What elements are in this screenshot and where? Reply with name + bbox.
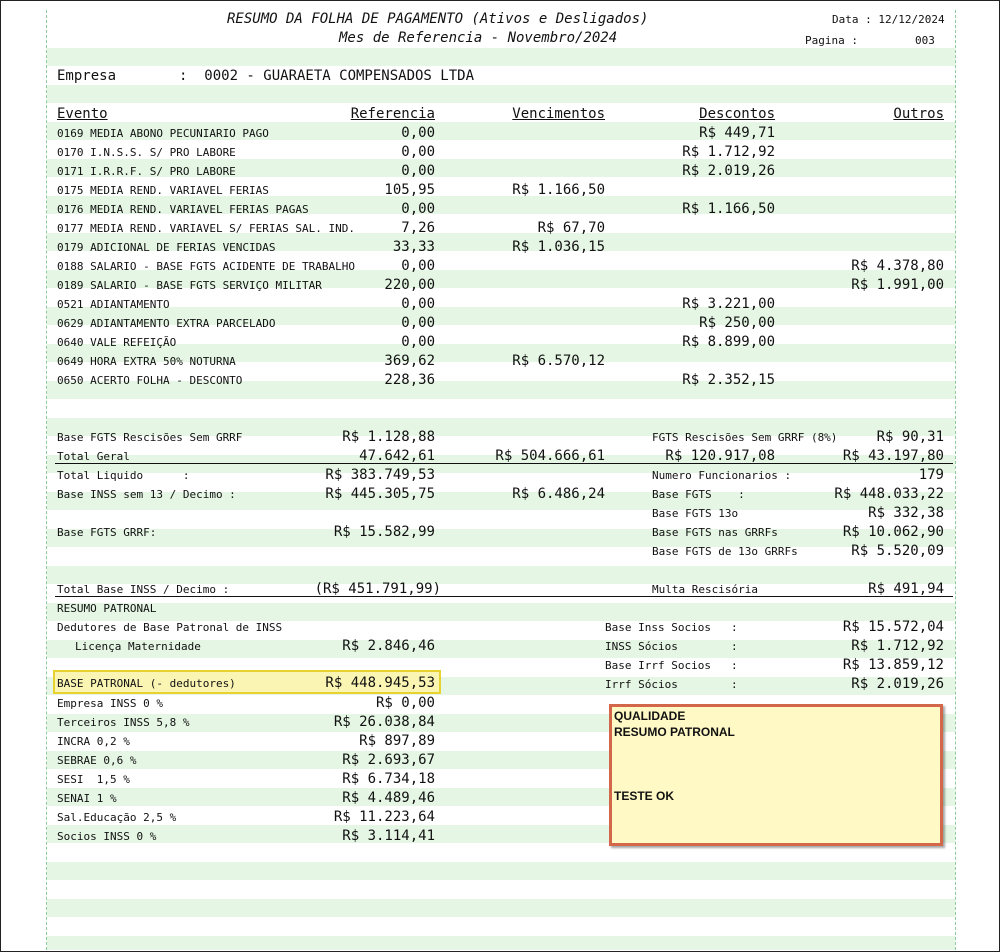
patronal-item-value: R$ 11.223,64 bbox=[333, 809, 435, 825]
event-referencia: 0,00 bbox=[401, 201, 435, 217]
event-descontos: R$ 449,71 bbox=[699, 125, 775, 141]
total-base-inss-label: Total Base INSS / Decimo : bbox=[57, 583, 230, 596]
total-geral-vencimentos: R$ 504.666,61 bbox=[495, 448, 605, 464]
patronal-item-label: SESI 1,5 % bbox=[57, 773, 130, 786]
socios-label: Base Inss Socios bbox=[605, 621, 711, 634]
event-name: 0521 ADIANTAMENTO bbox=[57, 298, 170, 311]
fgts-resc-8-value: R$ 90,31 bbox=[876, 429, 944, 445]
event-referencia: 369,62 bbox=[384, 353, 435, 369]
event-name: 0176 MEDIA REND. VARIAVEL FERIAS PAGAS bbox=[57, 203, 309, 216]
patronal-item-value: R$ 26.038,84 bbox=[333, 714, 435, 730]
note-line-2: RESUMO PATRONAL bbox=[614, 725, 735, 739]
num-func-value: 179 bbox=[918, 467, 944, 483]
patronal-item-label: SENAI 1 % bbox=[57, 792, 117, 805]
multa-value: R$ 491,94 bbox=[868, 581, 944, 597]
patronal-divider bbox=[55, 596, 953, 597]
total-base-inss-value: (R$ 451.791,99) bbox=[314, 581, 441, 597]
base-fgts-grrfs-value: R$ 10.062,90 bbox=[842, 524, 944, 540]
note-line-3: TESTE OK bbox=[614, 789, 675, 803]
base-fgts-13-value: R$ 332,38 bbox=[868, 505, 944, 521]
event-referencia: 228,36 bbox=[384, 372, 435, 388]
paper-stripe bbox=[47, 85, 955, 103]
event-name: 0171 I.R.R.F. S/ PRO LABORE bbox=[57, 165, 236, 178]
page-number: 003 bbox=[915, 34, 935, 47]
col-descontos-header: Descontos bbox=[699, 106, 775, 122]
patronal-item-label: Terceiros INSS 5,8 % bbox=[57, 716, 190, 729]
socios-label: Base Irrf Socios bbox=[605, 659, 711, 672]
patronal-item-label: Sal.Educação 2,5 % bbox=[57, 811, 177, 824]
patronal-item-value: R$ 6.734,18 bbox=[342, 771, 435, 787]
total-geral-outros: R$ 43.197,80 bbox=[842, 448, 944, 464]
patronal-item-label: Empresa INSS 0 % bbox=[57, 697, 163, 710]
event-name: 0650 ACERTO FOLHA - DESCONTO bbox=[57, 374, 243, 387]
report-page bbox=[46, 10, 956, 950]
page-label: Pagina : bbox=[805, 34, 858, 47]
base-fgts-resc-label: Base FGTS Rescisões Sem GRRF bbox=[57, 431, 243, 444]
licenca-label: Licença Maternidade bbox=[75, 640, 201, 653]
event-descontos: R$ 1.166,50 bbox=[682, 201, 775, 217]
event-referencia: 0,00 bbox=[401, 334, 435, 350]
report-date: Data : 12/12/2024 bbox=[832, 13, 945, 26]
patronal-item-value: R$ 2.693,67 bbox=[342, 752, 435, 768]
event-name: 0179 ADICIONAL DE FERIAS VENCIDAS bbox=[57, 241, 276, 254]
col-referencia-header: Referencia bbox=[350, 106, 435, 122]
base-fgts-value: R$ 448.033,22 bbox=[834, 486, 944, 502]
multa-label: Multa Rescisória bbox=[652, 583, 758, 596]
base-fgts-13-grrfs-label: Base FGTS de 13o GRRFs bbox=[652, 545, 798, 558]
paper-stripe bbox=[47, 862, 955, 880]
socios-colon: : bbox=[731, 640, 738, 653]
report-title: RESUMO DA FOLHA DE PAGAMENTO (Ativos e Desligados) bbox=[227, 11, 649, 27]
base-inss-decimo: R$ 6.486,24 bbox=[512, 486, 605, 502]
event-referencia: 33,33 bbox=[392, 239, 435, 255]
event-referencia: 0,00 bbox=[401, 258, 435, 274]
event-name: 0169 MEDIA ABONO PECUNIARIO PAGO bbox=[57, 127, 269, 140]
socios-value: R$ 2.019,26 bbox=[851, 676, 944, 692]
event-outros: R$ 4.378,80 bbox=[851, 258, 944, 274]
patronal-item-value: R$ 0,00 bbox=[375, 695, 435, 711]
event-descontos: R$ 250,00 bbox=[699, 315, 775, 331]
dedutores-label: Dedutores de Base Patronal de INSS bbox=[57, 621, 283, 634]
base-fgts-grrfs-label: Base FGTS nas GRRFs bbox=[652, 526, 778, 539]
socios-label: Irrf Sócios bbox=[605, 678, 678, 691]
col-outros-header: Outros bbox=[893, 106, 944, 122]
event-name: 0640 VALE REFEIÇÃO bbox=[57, 336, 177, 349]
num-func-label: Numero Funcionarios : bbox=[652, 469, 792, 482]
event-name: 0177 MEDIA REND. VARIAVEL S/ FERIAS SAL. IND. bbox=[57, 222, 356, 235]
fgts-resc-8-label: FGTS Rescisões Sem GRRF (8%) bbox=[652, 431, 838, 444]
socios-value: R$ 15.572,04 bbox=[842, 619, 944, 635]
base-inss-label: Base INSS sem 13 / Decimo : bbox=[57, 488, 236, 501]
event-referencia: 0,00 bbox=[401, 315, 435, 331]
col-vencimentos-header: Vencimentos bbox=[512, 106, 605, 122]
event-descontos: R$ 2.019,26 bbox=[682, 163, 775, 179]
event-descontos: R$ 2.352,15 bbox=[682, 372, 775, 388]
patronal-item-value: R$ 897,89 bbox=[359, 733, 435, 749]
event-vencimentos: R$ 67,70 bbox=[537, 220, 605, 236]
paper-stripe bbox=[47, 936, 955, 950]
patronal-title: RESUMO PATRONAL bbox=[57, 602, 157, 615]
base-fgts-resc-value: R$ 1.128,88 bbox=[342, 429, 435, 445]
event-vencimentos: R$ 1.036,15 bbox=[512, 239, 605, 255]
company-label: Empresa bbox=[57, 68, 117, 84]
licenca-value: R$ 2.846,46 bbox=[342, 638, 435, 654]
paper-stripe bbox=[47, 899, 955, 917]
event-name: 0188 SALARIO - BASE FGTS ACIDENTE DE TRABALHO bbox=[57, 260, 356, 273]
event-referencia: 220,00 bbox=[384, 277, 435, 293]
socios-value: R$ 1.712,92 bbox=[851, 638, 944, 654]
patronal-item-label: INCRA 0,2 % bbox=[57, 735, 130, 748]
socios-label: INSS Sócios bbox=[605, 640, 678, 653]
sticky-note[interactable] bbox=[609, 704, 943, 846]
base-inss-value: R$ 445.305,75 bbox=[325, 486, 435, 502]
socios-colon: : bbox=[731, 678, 738, 691]
patronal-item-label: SEBRAE 0,6 % bbox=[57, 754, 137, 767]
event-outros: R$ 1.991,00 bbox=[851, 277, 944, 293]
company-value: : 0002 - GUARAETA COMPENSADOS LTDA bbox=[179, 68, 475, 84]
total-liquido-value: R$ 383.749,53 bbox=[325, 467, 435, 483]
event-referencia: 0,00 bbox=[401, 144, 435, 160]
patronal-item-value: R$ 3.114,41 bbox=[342, 828, 435, 844]
event-name: 0649 HORA EXTRA 50% NOTURNA bbox=[57, 355, 236, 368]
base-patronal-value: R$ 448.945,53 bbox=[325, 675, 435, 691]
event-vencimentos: R$ 6.570,12 bbox=[512, 353, 605, 369]
patronal-item-value: R$ 4.489,46 bbox=[342, 790, 435, 806]
paper-stripe bbox=[47, 48, 955, 66]
col-evento-header: Evento bbox=[57, 106, 108, 122]
patronal-item-label: Socios INSS 0 % bbox=[57, 830, 157, 843]
base-fgts-grrf-label: Base FGTS GRRF: bbox=[57, 526, 157, 539]
total-geral-referencia: 47.642,61 bbox=[359, 448, 435, 464]
socios-value: R$ 13.859,12 bbox=[842, 657, 944, 673]
socios-colon: : bbox=[731, 659, 738, 672]
total-geral-label: Total Geral bbox=[57, 450, 130, 463]
socios-colon: : bbox=[731, 621, 738, 634]
base-fgts-label: Base FGTS : bbox=[652, 488, 745, 501]
total-liquido-label: Total Liquido : bbox=[57, 469, 190, 482]
base-fgts-grrf-value: R$ 15.582,99 bbox=[333, 524, 435, 540]
event-descontos: R$ 1.712,92 bbox=[682, 144, 775, 160]
note-line-1: QUALIDADE bbox=[614, 709, 686, 723]
event-name: 0629 ADIANTAMENTO EXTRA PARCELADO bbox=[57, 317, 276, 330]
event-name: 0175 MEDIA REND. VARIAVEL FERIAS bbox=[57, 184, 269, 197]
event-referencia: 0,00 bbox=[401, 163, 435, 179]
base-patronal-label: BASE PATRONAL (- dedutores) bbox=[57, 677, 236, 690]
event-referencia: 7,26 bbox=[401, 220, 435, 236]
event-descontos: R$ 8.899,00 bbox=[682, 334, 775, 350]
event-name: 0170 I.N.S.S. S/ PRO LABORE bbox=[57, 146, 236, 159]
event-name: 0189 SALARIO - BASE FGTS SERVIÇO MILITAR bbox=[57, 279, 322, 292]
base-fgts-13-label: Base FGTS 13o bbox=[652, 507, 739, 520]
report-subtitle: Mes de Referencia - Novembro/2024 bbox=[339, 30, 618, 46]
total-geral-descontos: R$ 120.917,08 bbox=[665, 448, 775, 464]
total-divider bbox=[55, 463, 953, 464]
event-referencia: 105,95 bbox=[384, 182, 435, 198]
base-fgts-13-grrfs-value: R$ 5.520,09 bbox=[851, 543, 944, 559]
event-descontos: R$ 3.221,00 bbox=[682, 296, 775, 312]
event-vencimentos: R$ 1.166,50 bbox=[512, 182, 605, 198]
event-referencia: 0,00 bbox=[401, 296, 435, 312]
event-referencia: 0,00 bbox=[401, 125, 435, 141]
